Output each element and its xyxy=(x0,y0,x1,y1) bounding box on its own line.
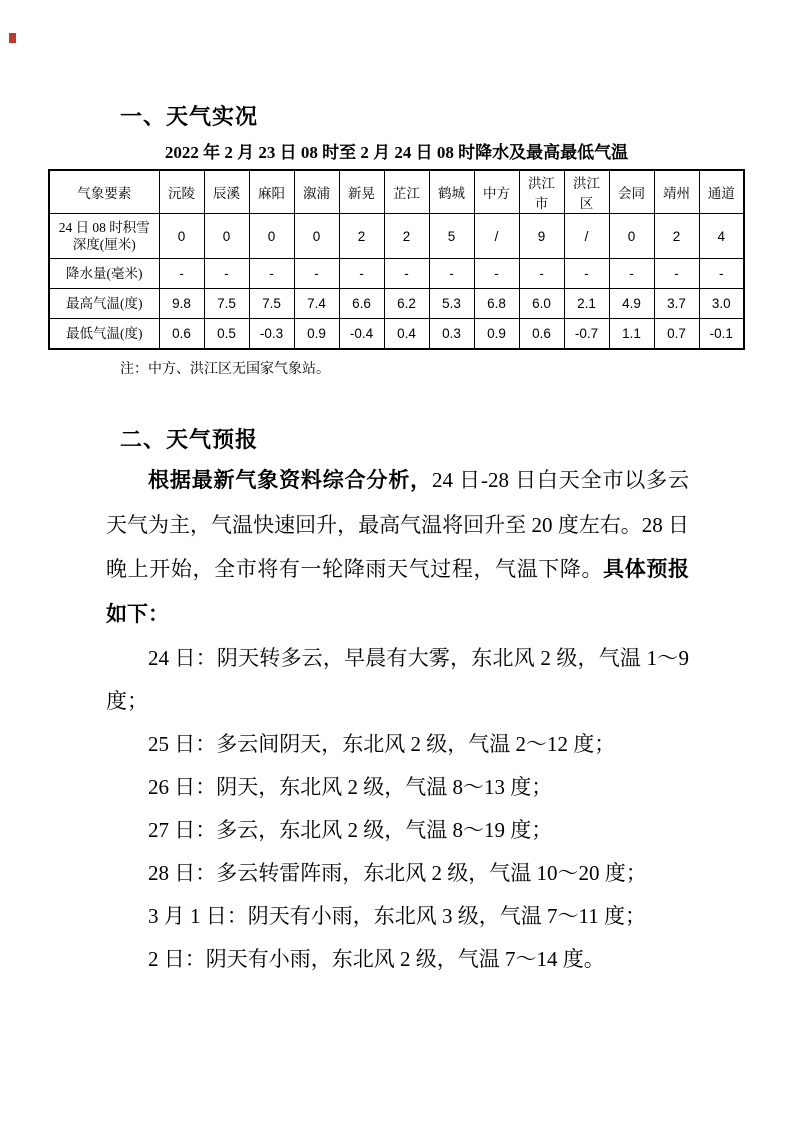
table-cell-value: 1.1 xyxy=(609,319,654,349)
table-cell-value: 0.9 xyxy=(474,319,519,349)
table-row xyxy=(49,319,744,349)
weather-table-title: 2022 年 2 月 23 日 08 时至 2 月 24 日 08 时降水及最高最低气温 xyxy=(164,143,629,162)
table-column-header: 沅陵 xyxy=(159,170,204,214)
table-cell-value: 4 xyxy=(699,214,744,259)
table-cell-value: 5 xyxy=(429,214,474,259)
table-column-header: 中方 xyxy=(474,170,519,214)
table-column-header: 鹤城 xyxy=(429,170,474,214)
table-cell-value: - xyxy=(699,259,744,289)
forecast-item: 24 日：阴天转多云，早晨有大雾，东北风 2 级，气温 1～9 度； xyxy=(106,645,689,713)
table-cell-value: / xyxy=(564,214,609,259)
forecast-item: 25 日：多云间阴天，东北风 2 级，气温 2～12 度； xyxy=(148,731,616,756)
table-cell-value: 3.7 xyxy=(654,289,699,319)
table-cell-value: 2 xyxy=(384,214,429,259)
table-row-label: 最高气温(度) xyxy=(49,289,159,319)
table-column-header: 洪江市 xyxy=(519,170,564,214)
table-column-header: 靖州 xyxy=(654,170,699,214)
forecast-item: 28 日：多云转雷阵雨，东北风 2 级，气温 10～20 度； xyxy=(148,860,647,885)
table-cell-value: 7.4 xyxy=(294,289,339,319)
table-cell-value: - xyxy=(609,259,654,289)
red-artifact-mark xyxy=(9,33,16,43)
table-cell-value: 0 xyxy=(159,214,204,259)
table-cell-value: / xyxy=(474,214,519,259)
table-cell-value: 0.6 xyxy=(159,319,204,349)
table-row-label: 降水量(毫米) xyxy=(49,259,159,289)
paragraph-bold-tail: 具体预报如下： xyxy=(106,557,690,626)
table-row xyxy=(49,214,744,259)
table-header-row xyxy=(49,170,744,214)
forecast-item: 26 日：阴天，东北风 2 级，气温 8～13 度； xyxy=(148,774,553,799)
table-column-header: 新晃 xyxy=(339,170,384,214)
table-column-header: 会同 xyxy=(609,170,654,214)
table-cell-value: 2 xyxy=(654,214,699,259)
forecast-item: 3 月 1 日：阴天有小雨，东北风 3 级，气温 7～11 度； xyxy=(148,903,646,928)
table-cell-value: 9 xyxy=(519,214,564,259)
table-cell-value: - xyxy=(249,259,294,289)
table-cell-value: 6.6 xyxy=(339,289,384,319)
table-column-header: 芷江 xyxy=(384,170,429,214)
table-cell-value: 2 xyxy=(339,214,384,259)
table-cell-value: - xyxy=(159,259,204,289)
table-cell-value: - xyxy=(339,259,384,289)
table-cell-value: -0.4 xyxy=(339,319,384,349)
table-cell-value: - xyxy=(564,259,609,289)
table-cell-value: 0.9 xyxy=(294,319,339,349)
table-cell-value: -0.3 xyxy=(249,319,294,349)
table-cell-value: - xyxy=(204,259,249,289)
table-cell-value: -0.7 xyxy=(564,319,609,349)
table-cell-value: 0.7 xyxy=(654,319,699,349)
paragraph-bold-lead: 根据最新气象资料综合分析， xyxy=(148,468,433,492)
table-row-label: 24 日 08 时积雪深度(厘米) xyxy=(49,214,159,259)
paragraph-body-text: 24 日-28 日白天全市以多云天气为主，气温快速回升，最高气温将回升至 20 度左右。28 日晚上开始，全市将有一轮降雨天气过程，气温下降。 xyxy=(106,467,690,581)
table-row-label: 最低气温(度) xyxy=(49,319,159,349)
forecast-item: 27 日：多云，东北风 2 级，气温 8～19 度； xyxy=(148,817,553,842)
table-cell-value: -0.1 xyxy=(699,319,744,349)
table-cell-value: - xyxy=(654,259,699,289)
table-row xyxy=(49,259,744,289)
table-cell-value: 0 xyxy=(204,214,249,259)
table-column-header: 洪江区 xyxy=(564,170,609,214)
table-row xyxy=(49,289,744,319)
table-cell-value: 0.6 xyxy=(519,319,564,349)
table-cell-value: 5.3 xyxy=(429,289,474,319)
table-corner-header: 气象要素 xyxy=(49,170,159,214)
table-column-header: 通道 xyxy=(699,170,744,214)
table-column-header: 麻阳 xyxy=(249,170,294,214)
table-cell-value: 0 xyxy=(294,214,339,259)
forecast-summary-paragraph xyxy=(106,458,689,637)
table-footnote: 注：中方、洪江区无国家气象站。 xyxy=(120,361,330,377)
section2-heading: 二、天气预报 xyxy=(120,426,259,452)
table-column-header: 辰溪 xyxy=(204,170,249,214)
forecast-item: 2 日：阴天有小雨，东北风 2 级，气温 7～14 度。 xyxy=(148,946,605,971)
forecast-list xyxy=(0,637,793,981)
table-cell-value: 7.5 xyxy=(249,289,294,319)
table-cell-value: - xyxy=(474,259,519,289)
table-cell-value: 6.0 xyxy=(519,289,564,319)
table-column-header: 溆浦 xyxy=(294,170,339,214)
table-cell-value: 4.9 xyxy=(609,289,654,319)
table-cell-value: 0.4 xyxy=(384,319,429,349)
table-cell-value: 7.5 xyxy=(204,289,249,319)
table-cell-value: 9.8 xyxy=(159,289,204,319)
table-cell-value: - xyxy=(294,259,339,289)
table-cell-value: 0.3 xyxy=(429,319,474,349)
table-cell-value: 2.1 xyxy=(564,289,609,319)
table-cell-value: 6.8 xyxy=(474,289,519,319)
table-cell-value: 3.0 xyxy=(699,289,744,319)
table-cell-value: - xyxy=(384,259,429,289)
section1-heading: 一、天气实况 xyxy=(120,104,259,129)
table-cell-value: - xyxy=(429,259,474,289)
weather-observation-table xyxy=(48,169,745,350)
table-cell-value: 0 xyxy=(249,214,294,259)
table-cell-value: - xyxy=(519,259,564,289)
table-cell-value: 6.2 xyxy=(384,289,429,319)
table-cell-value: 0.5 xyxy=(204,319,249,349)
table-cell-value: 0 xyxy=(609,214,654,259)
